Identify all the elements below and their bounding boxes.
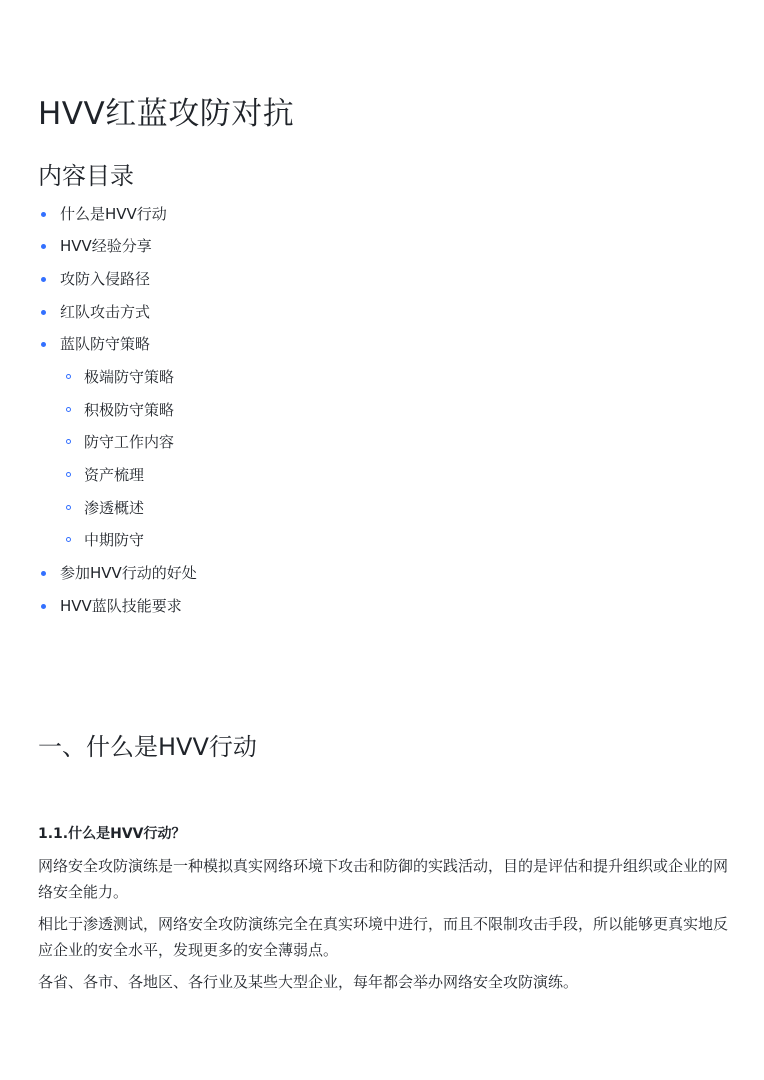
toc-item[interactable]: 攻防入侵路径: [60, 270, 151, 288]
paragraph: 相比于渗透测试，网络安全攻防演练完全在真实环境中进行，而且不限制攻击手段，所以能够更真实地反应企业的安全水平，发现更多的安全薄弱点。: [38, 915, 729, 959]
toc-subitem[interactable]: 极端防守策略: [84, 368, 175, 386]
toc-subitem[interactable]: 防守工作内容: [84, 433, 175, 451]
toc-subitem[interactable]: 积极防守策略: [84, 401, 175, 419]
toc-item[interactable]: 参加HVV行动的好处: [60, 564, 197, 582]
toc-heading: 内容目录: [38, 162, 134, 190]
section-heading: 一、什么是HVV行动: [38, 733, 257, 761]
toc-subitem[interactable]: 渗透概述: [84, 499, 145, 517]
toc-subitem[interactable]: 中期防守: [84, 531, 145, 549]
document-title: HVV红蓝攻防对抗: [38, 96, 295, 132]
paragraph: 网络安全攻防演练是一种模拟真实网络环境下攻击和防御的实践活动，目的是评估和提升组织或企业的网络安全能力。: [38, 857, 729, 901]
toc-item[interactable]: 蓝队防守策略: [60, 335, 151, 353]
toc-subitem[interactable]: 资产梳理: [84, 466, 145, 484]
toc-item[interactable]: 红队攻击方式: [60, 303, 151, 321]
toc-item[interactable]: HVV经验分享: [60, 237, 152, 255]
sub-heading: 1.1.什么是HVV行动？: [38, 826, 186, 842]
paragraph: 各省、各市、各地区、各行业及某些大型企业，每年都会举办网络安全攻防演练。: [38, 973, 579, 991]
toc-item[interactable]: 什么是HVV行动: [60, 205, 167, 223]
toc-item[interactable]: HVV蓝队技能要求: [60, 597, 182, 615]
